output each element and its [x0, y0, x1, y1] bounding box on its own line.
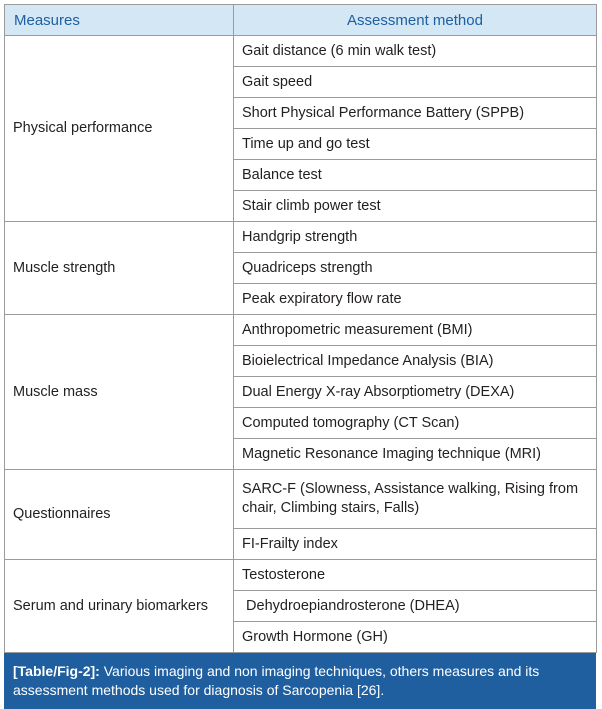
- measure-cell: Serum and urinary biomarkers: [5, 560, 234, 653]
- method-cell: Dual Energy X-ray Absorptiometry (DEXA): [234, 377, 597, 408]
- method-cell: SARC-F (Slowness, Assistance walking, Rising from chair, Climbing stairs, Falls): [234, 470, 597, 529]
- table-row: [5, 470, 597, 529]
- header-measures: Measures: [5, 5, 234, 36]
- method-cell: Stair climb power test: [234, 191, 597, 222]
- method-cell: Dehydroepiandrosterone (DHEA): [234, 591, 597, 622]
- method-cell: Testosterone: [234, 560, 597, 591]
- header-assessment-method: Assessment method: [234, 5, 597, 36]
- method-cell: Anthropometric measurement (BMI): [234, 315, 597, 346]
- method-cell: Gait speed: [234, 67, 597, 98]
- measure-cell: Muscle strength: [5, 222, 234, 315]
- method-cell: Peak expiratory flow rate: [234, 284, 597, 315]
- method-cell: Handgrip strength: [234, 222, 597, 253]
- caption-text: Various imaging and non imaging techniques, others measures and its assessment methods used for diagnosis of Sarcopenia [26].: [13, 663, 540, 698]
- measure-cell: Muscle mass: [5, 315, 234, 470]
- method-cell: Quadriceps strength: [234, 253, 597, 284]
- method-cell: Gait distance (6 min walk test): [234, 36, 597, 67]
- method-cell: Bioielectrical Impedance Analysis (BIA): [234, 346, 597, 377]
- caption-label: [Table/Fig-2]:: [13, 663, 100, 679]
- method-cell: Magnetic Resonance Imaging technique (MRI): [234, 439, 597, 470]
- table-figure: [4, 4, 596, 709]
- table-row: [5, 36, 597, 67]
- method-cell: Time up and go test: [234, 129, 597, 160]
- method-cell: FI-Frailty index: [234, 529, 597, 560]
- method-cell: Growth Hormone (GH): [234, 622, 597, 653]
- table-row: [5, 222, 597, 253]
- measure-cell: Physical performance: [5, 36, 234, 222]
- table-row: [5, 560, 597, 591]
- method-cell: Balance test: [234, 160, 597, 191]
- method-cell: Computed tomography (CT Scan): [234, 408, 597, 439]
- assessment-table: [4, 4, 597, 653]
- measure-cell: Questionnaires: [5, 470, 234, 560]
- method-cell: Short Physical Performance Battery (SPPB): [234, 98, 597, 129]
- header-row: [5, 5, 597, 36]
- table-row: [5, 315, 597, 346]
- figure-caption: [4, 653, 596, 709]
